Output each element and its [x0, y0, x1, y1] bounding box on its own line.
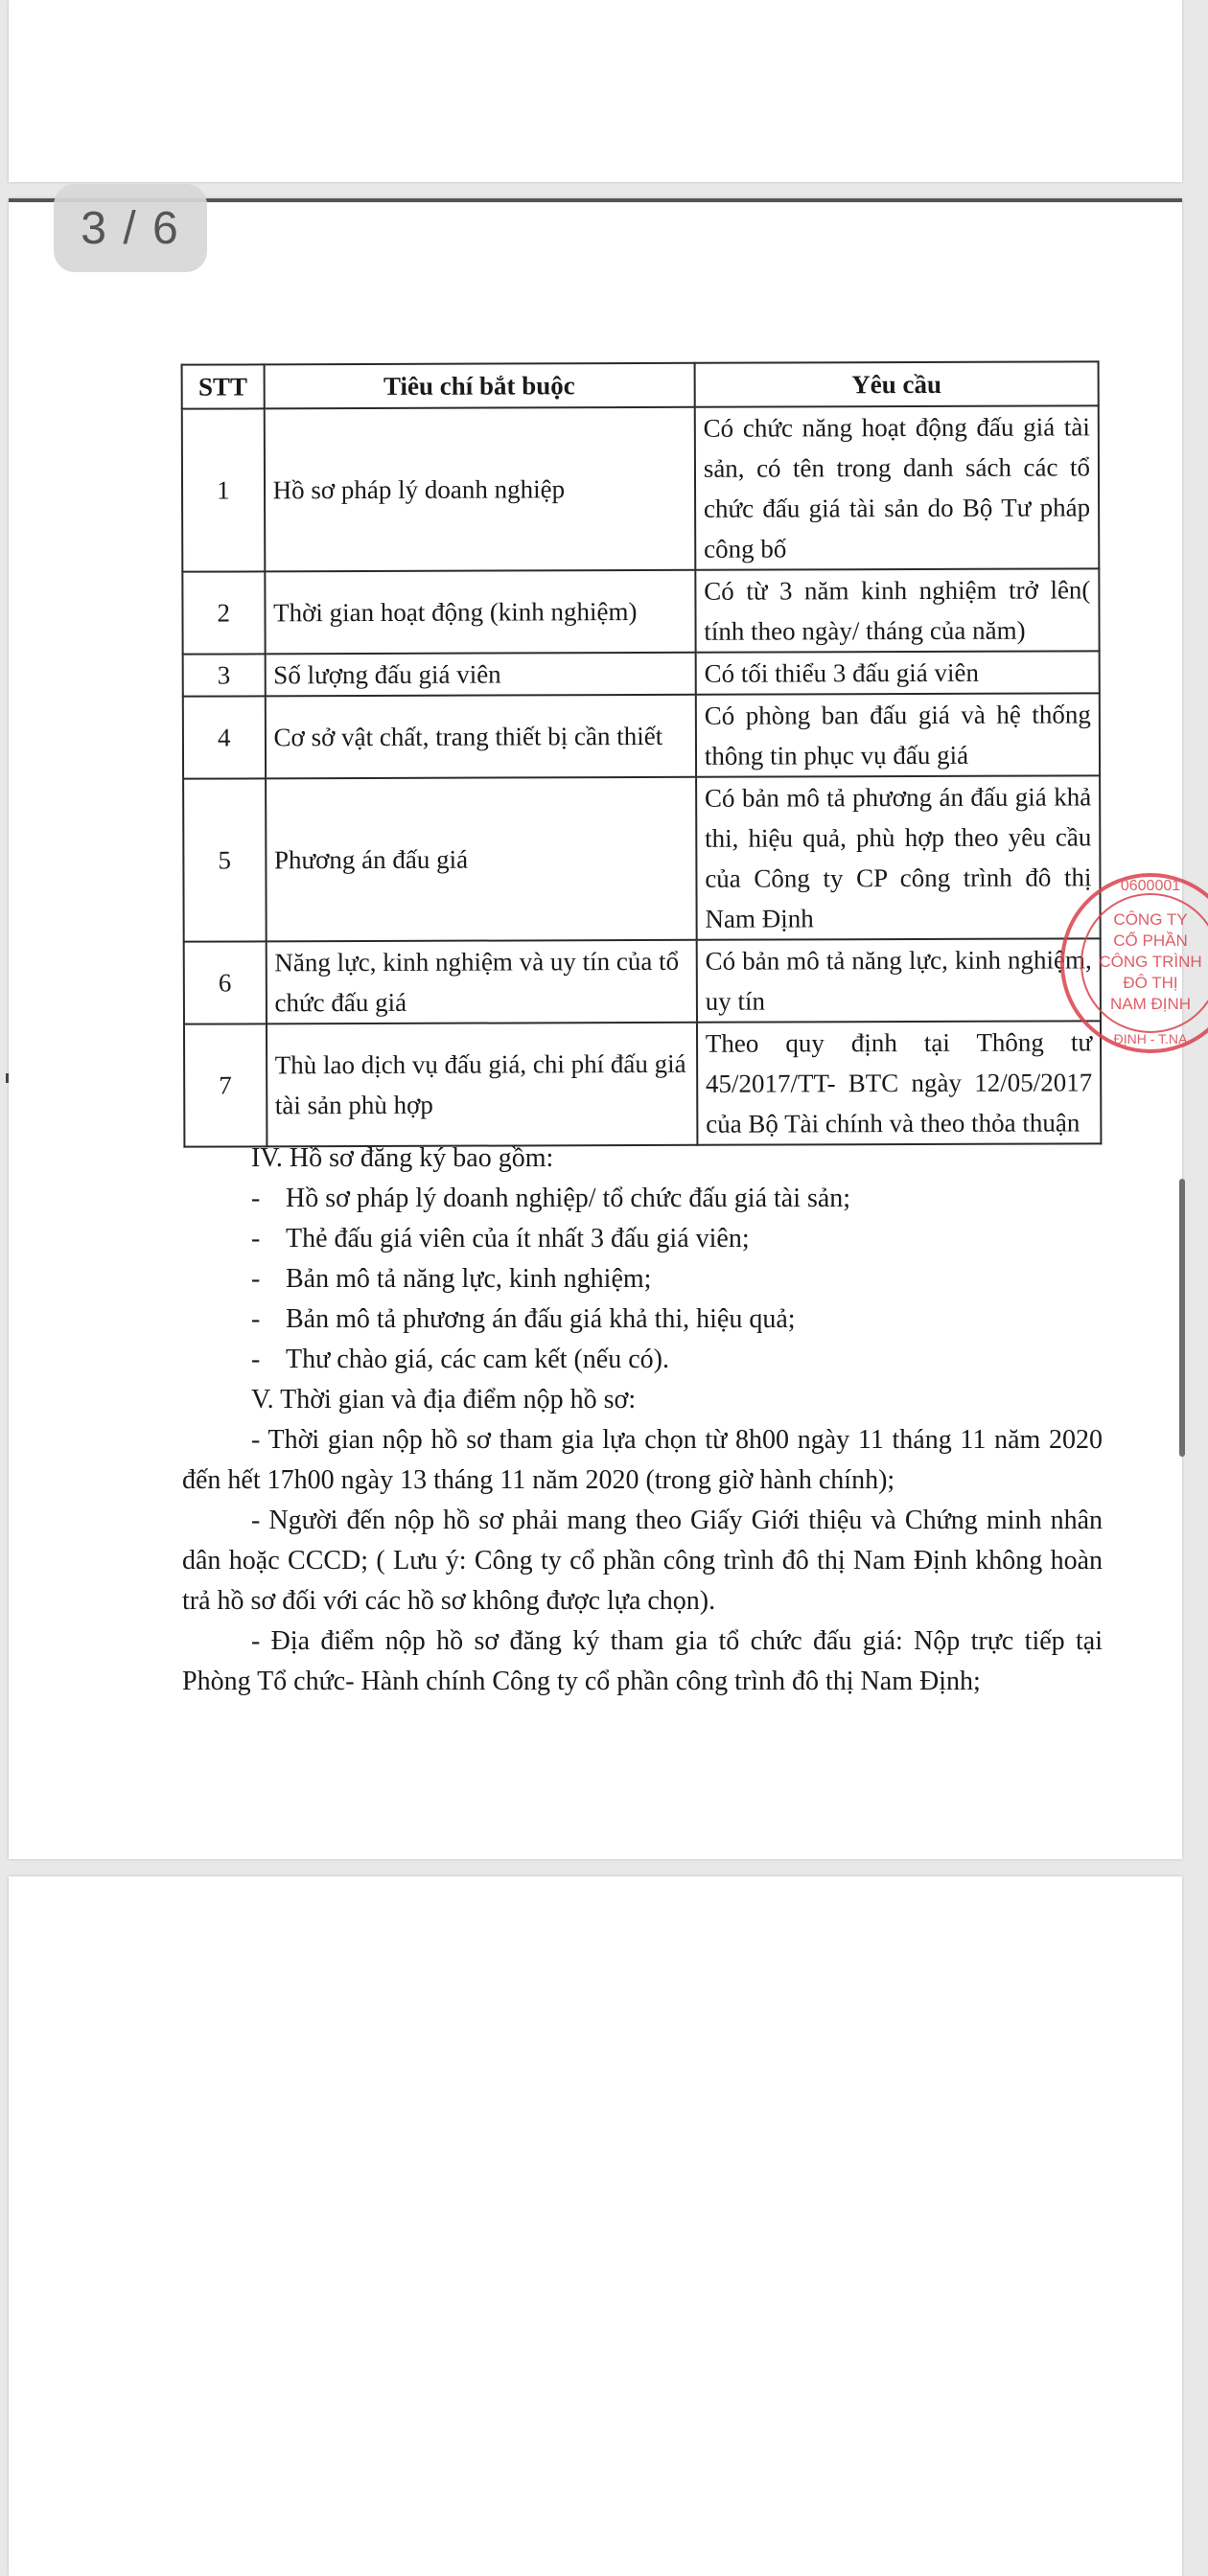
scrollbar-thumb[interactable]	[1179, 1179, 1185, 1457]
section-v-heading: V. Thời gian và địa điểm nộp hồ sơ:	[251, 1385, 637, 1414]
cell-requirement: Theo quy định tại Thông tư 45/2017/TT- BTC ngày 12/05/2017 của Bộ Tài chính và theo thỏa thuận	[697, 1021, 1102, 1144]
seal-line: ĐÔ THỊ	[1123, 974, 1178, 992]
seal-line: CÔNG TY	[1113, 910, 1188, 929]
paragraph: - Thời gian nộp hồ sơ tham gia lựa chọn từ 8h00 ngày 11 tháng 11 năm 2020 đến hết 17h00 ngày 13 tháng 11 năm 2020 (trong giờ hành chính);	[182, 1425, 1103, 1495]
table-row	[182, 405, 1100, 571]
seal-footer: ĐỊNH - T.NA	[1113, 1031, 1188, 1046]
seal-code: 0600001	[1120, 878, 1181, 894]
list-item: - Bản mô tả năng lực, kinh nghiệm;	[251, 1264, 652, 1294]
criteria-table	[181, 360, 1103, 1147]
header-stt: STT	[182, 364, 265, 408]
page-edge-mark	[6, 1073, 9, 1083]
table-row	[184, 1021, 1101, 1146]
cell-requirement: Có tối thiểu 3 đấu giá viên	[695, 651, 1099, 694]
cell-criteria: Năng lực, kinh nghiệm và uy tín của tổ chức đấu giá	[266, 940, 697, 1024]
list-item-text: Thư chào giá, các cam kết (nếu có).	[286, 1345, 669, 1374]
cell-criteria: Thù lao dịch vụ đấu giá, chi phí đấu giá tài sản phù hợp	[267, 1023, 698, 1147]
cell-stt: 6	[184, 941, 267, 1024]
previous-page	[9, 0, 1182, 182]
paragraph: - Người đến nộp hồ sơ phải mang theo Giấy Giới thiệu và Chứng minh nhân dân hoặc CCCD; ( Lưu ý: Công ty cổ phần công trình đô thị Nam Định không hoàn trả hồ sơ đối với các hồ sơ không được lựa chọn).	[182, 1506, 1103, 1616]
cell-stt: 2	[182, 571, 265, 654]
section-iv-heading: IV. Hồ sơ đăng ký bao gồm:	[251, 1143, 554, 1173]
cell-criteria: Cơ sở vật chất, trang thiết bị cần thiết	[265, 695, 696, 779]
table-row	[182, 568, 1099, 654]
seal-line: CỔ PHẦN	[1113, 932, 1188, 950]
page-indicator: 3 / 6	[54, 184, 207, 272]
cell-criteria: Hồ sơ pháp lý doanh nghiệp	[264, 407, 695, 572]
cell-requirement: Có phòng ban đấu giá và hệ thống thông tin phục vụ đấu giá	[696, 693, 1100, 776]
cell-stt: 4	[183, 696, 266, 778]
cell-criteria: Số lượng đấu giá viên	[265, 653, 695, 697]
list-item: - Bản mô tả phương án đấu giá khả thi, hiệu quả;	[251, 1304, 796, 1334]
list-item-text: Bản mô tả phương án đấu giá khả thi, hiệu quả;	[286, 1304, 796, 1334]
cell-requirement: Có chức năng hoạt động đấu giá tài sản, có tên trong danh sách các tổ chức đấu giá tài sản do Bộ Tư pháp công bố	[695, 405, 1100, 569]
table-row	[183, 775, 1101, 941]
cell-criteria: Phương án đấu giá	[266, 777, 697, 942]
table-row	[183, 651, 1100, 696]
list-item-text: Bản mô tả năng lực, kinh nghiệm;	[286, 1264, 652, 1294]
header-requirement: Yêu cầu	[694, 361, 1098, 406]
table-row	[183, 693, 1100, 778]
seal-line: CÔNG TRÌNH	[1099, 953, 1202, 971]
list-item-text: Thẻ đấu giá viên của ít nhất 3 đấu giá viên;	[286, 1224, 750, 1254]
cell-stt: 1	[182, 408, 265, 571]
table-header-row	[182, 361, 1099, 408]
cell-criteria: Thời gian hoạt động (kinh nghiệm)	[265, 570, 696, 655]
list-item-text: Hồ sơ pháp lý doanh nghiệp/ tổ chức đấu giá tài sản;	[286, 1184, 851, 1213]
cell-requirement: Có từ 3 năm kinh nghiệm trở lên( tính theo ngày/ tháng của năm)	[695, 568, 1099, 652]
cell-requirement: Có bản mô tả năng lực, kinh nghiệm, uy tín	[697, 938, 1101, 1022]
list-item: - Thư chào giá, các cam kết (nếu có).	[251, 1345, 669, 1374]
cell-stt: 3	[183, 654, 266, 696]
header-criteria: Tiêu chí bắt buộc	[264, 363, 694, 409]
document-body	[182, 1138, 1103, 1702]
table-row	[184, 938, 1101, 1024]
cell-requirement: Có bản mô tả phương án đấu giá khả thi, hiệu quả, phù hợp theo yêu cầu của Công ty CP công trình đô thị Nam Định	[696, 775, 1101, 939]
list-item: - Hồ sơ pháp lý doanh nghiệp/ tổ chức đấu giá tài sản;	[251, 1184, 851, 1213]
seal-line: NAM ĐỊNH	[1109, 995, 1192, 1013]
list-item: - Thẻ đấu giá viên của ít nhất 3 đấu giá viên;	[251, 1224, 750, 1254]
cell-stt: 5	[183, 778, 266, 941]
paragraph: - Địa điểm nộp hồ sơ đăng ký tham gia tổ chức đấu giá: Nộp trực tiếp tại Phòng Tổ chức- Hành chính Công ty cổ phần công trình đô thị Nam Định;	[182, 1626, 1103, 1696]
cell-stt: 7	[184, 1024, 267, 1146]
next-page	[9, 1876, 1182, 2576]
